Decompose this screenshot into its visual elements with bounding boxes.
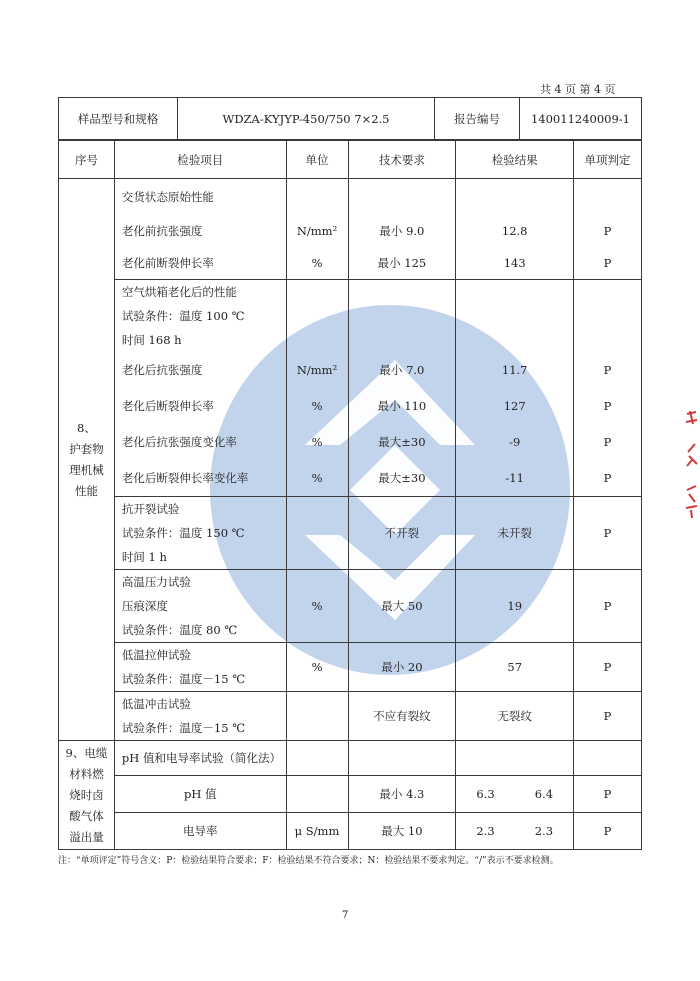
requirement: 最小 7.0 — [379, 363, 425, 377]
result: -9 — [509, 435, 521, 449]
unit: % — [286, 643, 348, 692]
col-result: 检验结果 — [456, 141, 574, 179]
test-results-table — [58, 140, 642, 850]
judgement: P — [603, 435, 612, 449]
item-name: 电导率 — [114, 813, 286, 850]
requirement: 最大±30 — [378, 435, 426, 449]
table-header-row — [59, 141, 642, 179]
requirement: 不开裂 — [348, 497, 456, 570]
judgement: P — [603, 471, 612, 485]
col-judgement: 单项判定 — [574, 141, 642, 179]
section-9-label: 9、电缆 材料燃 烧时卤 酸气体 溢出量 — [59, 741, 115, 850]
col-unit: 单位 — [286, 141, 348, 179]
table-row — [59, 813, 642, 850]
requirement: 最小 4.3 — [348, 776, 456, 813]
group-title: 交货状态原始性能 — [121, 190, 214, 204]
item-name: 老化前抗张强度 — [121, 224, 203, 238]
requirement: 最小 125 — [377, 256, 427, 270]
result: 127 — [503, 399, 526, 413]
item-name: 老化后断裂伸长率 — [121, 399, 214, 413]
judgement: P — [603, 224, 612, 238]
table-row — [59, 692, 642, 741]
group-title: 抗开裂试验 — [121, 502, 180, 516]
result: 19 — [456, 570, 574, 643]
result: 11.7 — [501, 363, 528, 377]
judgement: P — [574, 570, 642, 643]
sample-info-table — [58, 97, 642, 140]
test-condition: 试验条件：温度 100 ℃ — [121, 309, 245, 323]
group-title: pH 值和电导率试验（简化法） — [114, 741, 286, 776]
unit: % — [311, 471, 323, 485]
seal-stamp-edge — [684, 408, 700, 520]
test-condition: 试验条件：温度 150 ℃ — [121, 526, 245, 540]
result: 无裂纹 — [456, 692, 574, 741]
result: 未开裂 — [456, 497, 574, 570]
col-item: 检验项目 — [114, 141, 286, 179]
result: -11 — [505, 471, 524, 485]
unit: N/mm² — [296, 363, 338, 377]
report-number-value: 140011240009-1 — [520, 98, 642, 140]
table-row — [59, 280, 642, 497]
test-condition: 试验条件：温度－15 ℃ — [121, 721, 246, 735]
model-value: WDZA-KYJYP-450/750 7×2.5 — [178, 98, 435, 140]
group-title: 低温拉伸试验 — [121, 648, 191, 662]
judgement: P — [574, 813, 642, 850]
table-row — [59, 497, 642, 570]
model-label: 样品型号和规格 — [59, 98, 178, 140]
requirement: 最小 20 — [348, 643, 456, 692]
requirement: 最大 50 — [348, 570, 456, 643]
group-title: 空气烘箱老化后的性能 — [121, 285, 237, 299]
unit: % — [311, 399, 323, 413]
requirement: 不应有裂纹 — [348, 692, 456, 741]
result: 2.3 2.3 — [456, 813, 574, 850]
unit: % — [311, 435, 323, 449]
unit — [286, 776, 348, 813]
requirement: 最小 9.0 — [379, 224, 425, 238]
section-8-label: 8、 护套物 理机械 性能 — [59, 179, 115, 741]
result: 12.8 — [501, 224, 528, 238]
page-count: 共 4 页 第 4 页 — [540, 83, 616, 96]
col-seq: 序号 — [59, 141, 115, 179]
judgement: P — [574, 692, 642, 741]
unit: % — [311, 256, 323, 270]
result: 57 — [456, 643, 574, 692]
item-name: pH 值 — [114, 776, 286, 813]
result: 6.3 6.4 — [456, 776, 574, 813]
judgement: P — [603, 363, 612, 377]
unit — [286, 497, 348, 570]
item-name: 老化后抗张强度变化率 — [121, 435, 237, 449]
requirement: 最大±30 — [378, 471, 426, 485]
test-condition: 试验条件：温度－15 ℃ — [121, 672, 246, 686]
item-name: 老化后抗张强度 — [121, 363, 203, 377]
footnote: 注：“单项评定”符号含义：P：检验结果符合要求；F：检验结果不符合要求；N：检验结果不要求判定。“/”表示不要求检测。 — [58, 856, 559, 866]
judgement: P — [603, 256, 612, 270]
unit: N/mm² — [296, 224, 338, 238]
judgement: P — [603, 399, 612, 413]
table-row — [59, 179, 642, 280]
item-name: 老化后断裂伸长率变化率 — [121, 471, 249, 485]
item-name: 老化前断裂伸长率 — [121, 256, 214, 270]
group-title: 高温压力试验 — [121, 575, 191, 589]
unit: % — [286, 570, 348, 643]
page-number: 7 — [342, 910, 349, 921]
table-row — [59, 776, 642, 813]
test-condition: 时间 168 h — [121, 333, 182, 347]
unit — [286, 692, 348, 741]
table-row — [59, 741, 642, 776]
result: 143 — [503, 256, 526, 270]
unit: μ S/mm — [286, 813, 348, 850]
table-row — [59, 643, 642, 692]
test-condition: 时间 1 h — [121, 550, 167, 564]
test-condition: 试验条件：温度 80 ℃ — [121, 623, 238, 637]
judgement: P — [574, 643, 642, 692]
requirement: 最大 10 — [348, 813, 456, 850]
col-requirement: 技术要求 — [348, 141, 456, 179]
report-number-label: 报告编号 — [435, 98, 520, 140]
table-row — [59, 570, 642, 643]
judgement: P — [574, 776, 642, 813]
judgement: P — [574, 497, 642, 570]
item-name: 压痕深度 — [121, 599, 168, 613]
group-title: 低温冲击试验 — [121, 697, 191, 711]
requirement: 最小 110 — [377, 399, 427, 413]
